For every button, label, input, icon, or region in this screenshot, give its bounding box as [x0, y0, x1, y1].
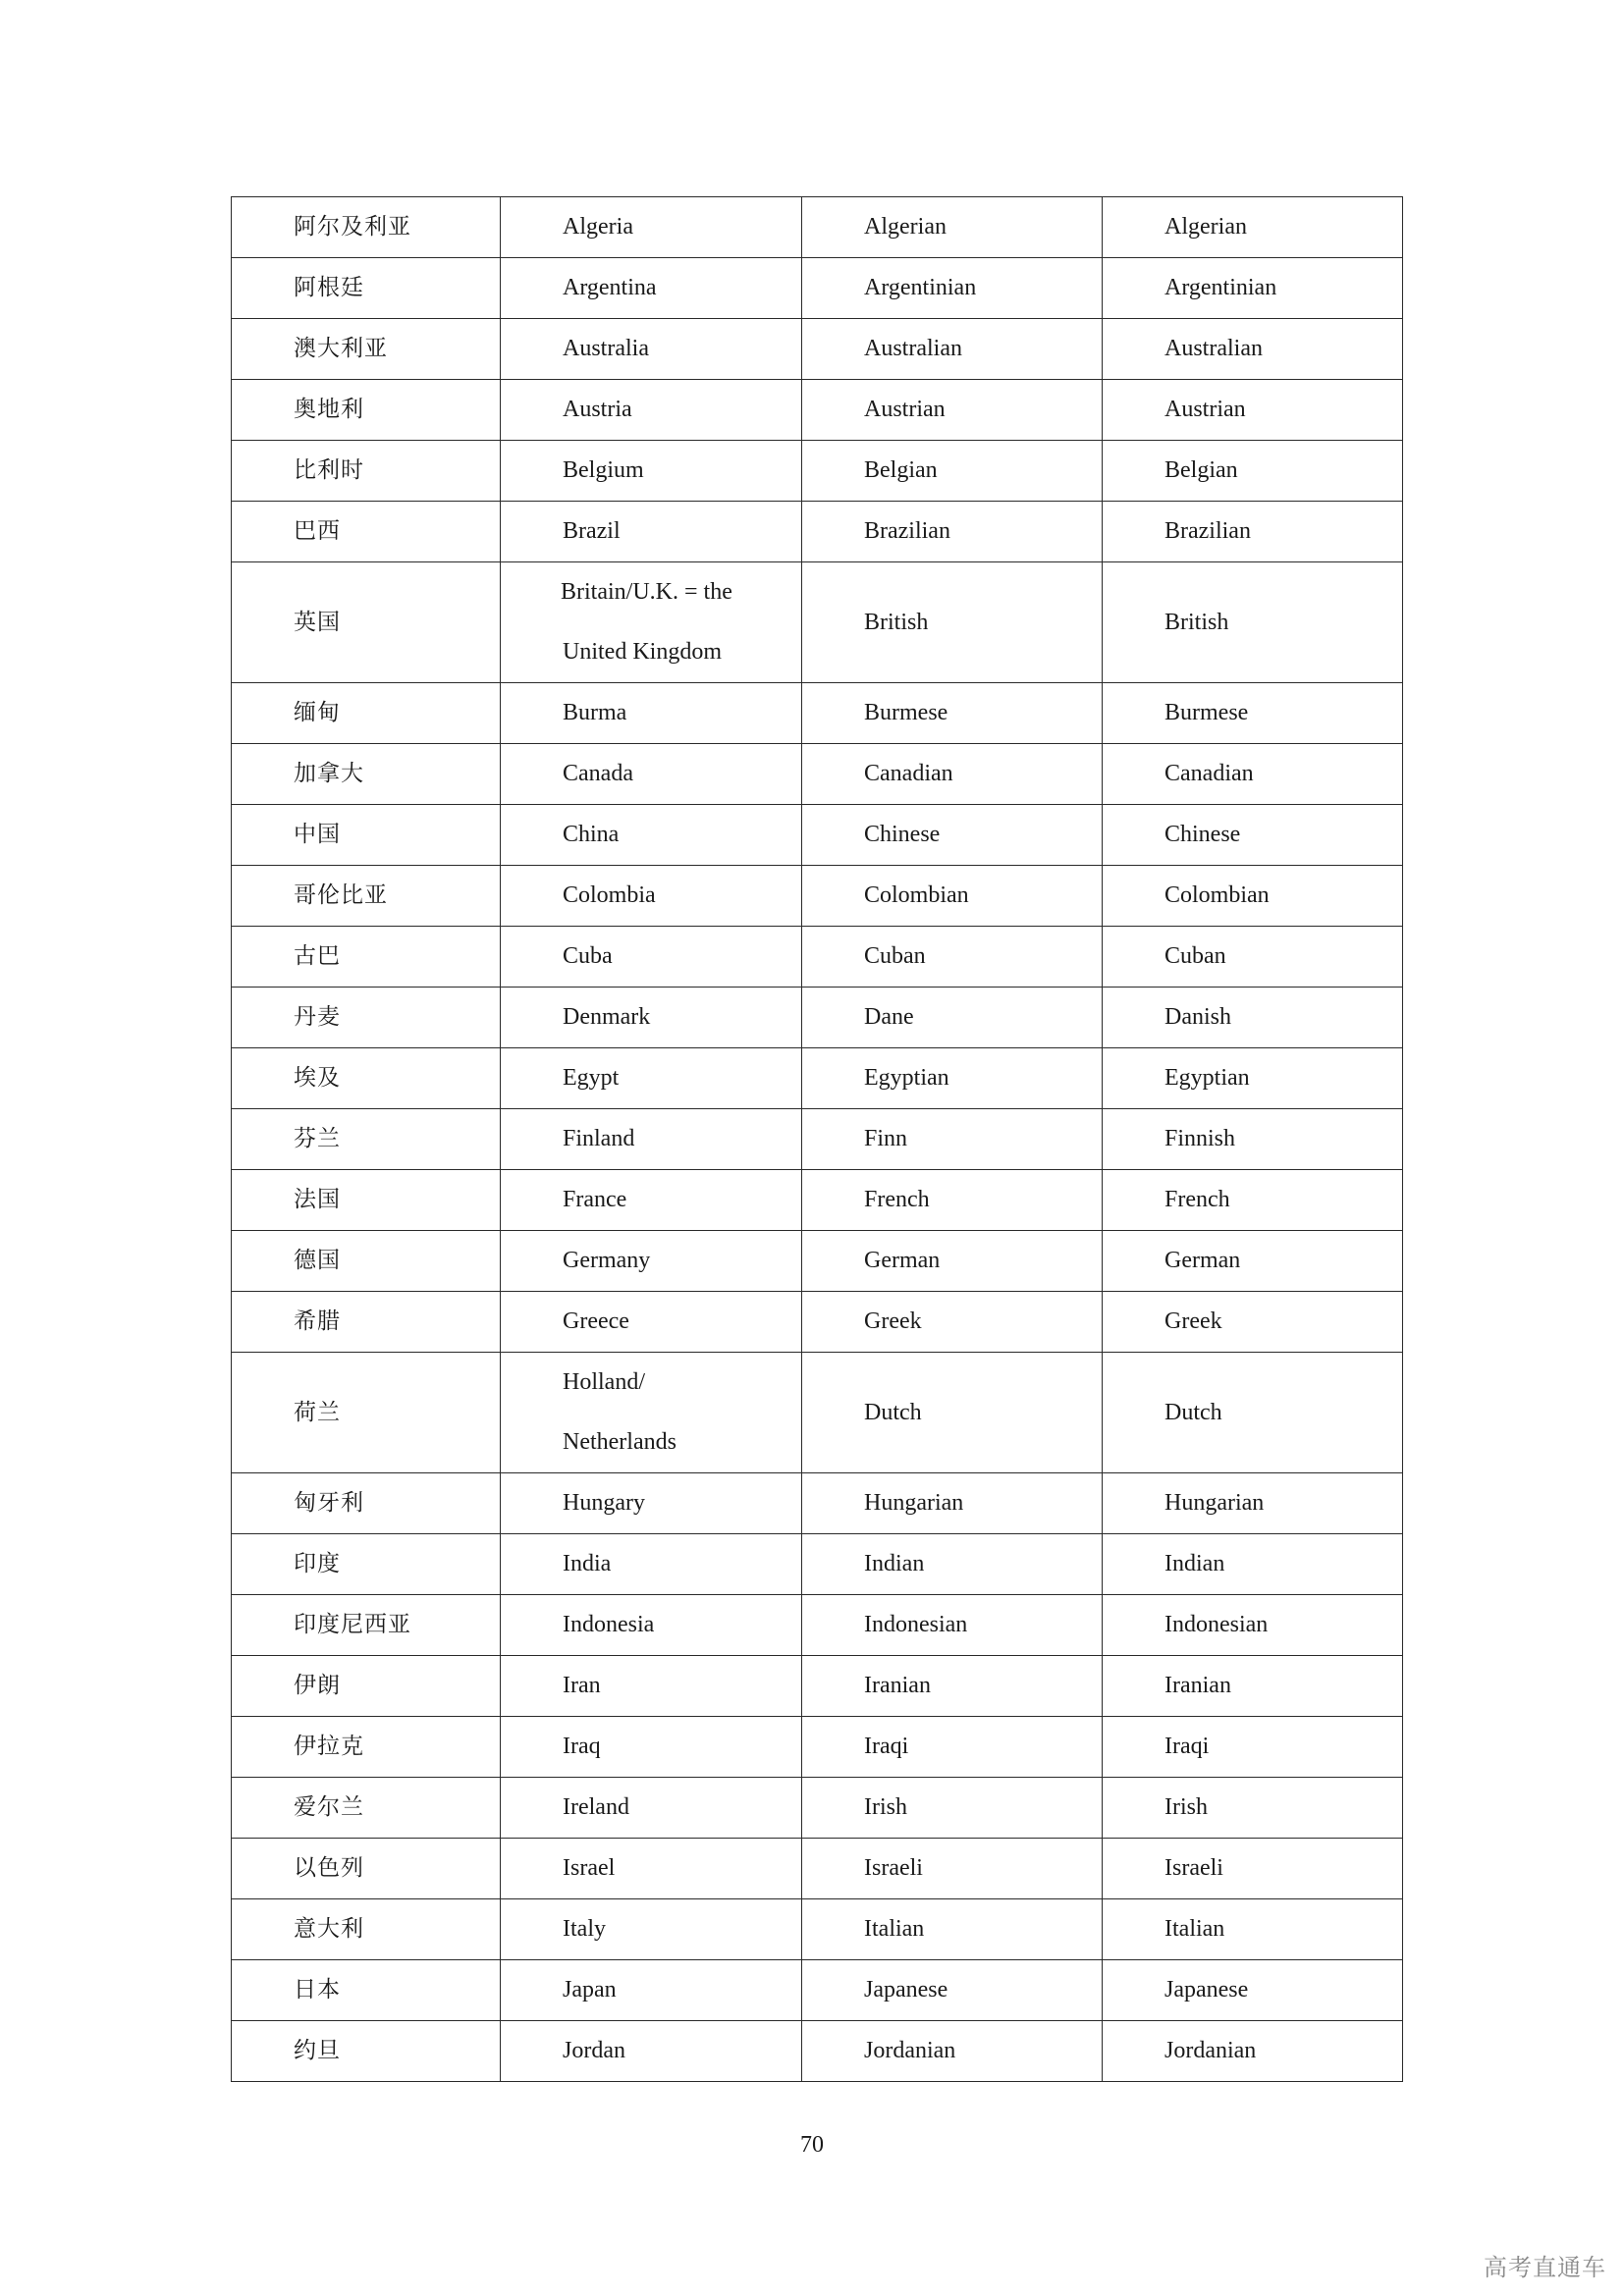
- chinese-name-cell: 澳大利亚: [232, 319, 501, 380]
- nationality-noun-cell: Dane: [802, 988, 1103, 1048]
- chinese-name-cell: 以色列: [232, 1839, 501, 1899]
- table-row: [232, 319, 1403, 380]
- nationality-noun-cell: Indian: [802, 1534, 1103, 1595]
- nationality-noun-cell: Dutch: [802, 1353, 1103, 1473]
- table-row: [232, 258, 1403, 319]
- nationality-noun-cell: Colombian: [802, 866, 1103, 927]
- country-name-cell: Israel: [501, 1839, 802, 1899]
- nationality-noun-cell: Cuban: [802, 927, 1103, 988]
- table-row: [232, 1656, 1403, 1717]
- nationality-noun-cell: Burmese: [802, 683, 1103, 744]
- chinese-name-cell: 埃及: [232, 1048, 501, 1109]
- chinese-name-cell: 荷兰: [232, 1353, 501, 1473]
- nationality-noun-cell: Iraqi: [802, 1717, 1103, 1778]
- chinese-name-cell: 缅甸: [232, 683, 501, 744]
- table-row: [232, 805, 1403, 866]
- table-row: [232, 1048, 1403, 1109]
- nationality-noun-cell: Indonesian: [802, 1595, 1103, 1656]
- nationality-noun-cell: German: [802, 1231, 1103, 1292]
- chinese-name-cell: 芬兰: [232, 1109, 501, 1170]
- chinese-name-cell: 比利时: [232, 441, 501, 502]
- nationality-adjective-cell: Japanese: [1103, 1960, 1403, 2021]
- nationality-adjective-cell: Dutch: [1103, 1353, 1403, 1473]
- chinese-name-cell: 阿根廷: [232, 258, 501, 319]
- nationality-noun-cell: Irish: [802, 1778, 1103, 1839]
- table-row: [232, 683, 1403, 744]
- country-name-line: Britain/U.K. = the: [561, 579, 732, 605]
- country-name-cell: Ireland: [501, 1778, 802, 1839]
- country-name-line: United Kingdom: [563, 639, 722, 665]
- nationality-adjective-cell: Israeli: [1103, 1839, 1403, 1899]
- table-row: [232, 1717, 1403, 1778]
- table-row: [232, 1170, 1403, 1231]
- nationality-adjective-cell: Iranian: [1103, 1656, 1403, 1717]
- nationality-noun-cell: Israeli: [802, 1839, 1103, 1899]
- nationality-noun-cell: Japanese: [802, 1960, 1103, 2021]
- country-name-cell: [501, 562, 802, 683]
- chinese-name-cell: 奥地利: [232, 380, 501, 441]
- country-name-cell: Cuba: [501, 927, 802, 988]
- chinese-name-cell: 法国: [232, 1170, 501, 1231]
- nationality-adjective-cell: Burmese: [1103, 683, 1403, 744]
- nationality-adjective-cell: Chinese: [1103, 805, 1403, 866]
- country-name-cell: Australia: [501, 319, 802, 380]
- nationality-noun-cell: French: [802, 1170, 1103, 1231]
- table-row: [232, 1473, 1403, 1534]
- nationality-adjective-cell: Cuban: [1103, 927, 1403, 988]
- country-name-cell: Burma: [501, 683, 802, 744]
- nationality-adjective-cell: Belgian: [1103, 441, 1403, 502]
- nationality-noun-cell: Hungarian: [802, 1473, 1103, 1534]
- country-name-cell: Finland: [501, 1109, 802, 1170]
- chinese-name-cell: 约旦: [232, 2021, 501, 2082]
- country-name-cell: Denmark: [501, 988, 802, 1048]
- country-name-line: Holland/: [563, 1369, 645, 1395]
- chinese-name-cell: 意大利: [232, 1899, 501, 1960]
- country-name-cell: Argentina: [501, 258, 802, 319]
- nationality-noun-cell: British: [802, 562, 1103, 683]
- country-name-line: Netherlands: [563, 1429, 677, 1455]
- nationality-adjective-cell: Finnish: [1103, 1109, 1403, 1170]
- nationality-noun-cell: Finn: [802, 1109, 1103, 1170]
- chinese-name-cell: 德国: [232, 1231, 501, 1292]
- chinese-name-cell: 伊朗: [232, 1656, 501, 1717]
- nationality-adjective-cell: Hungarian: [1103, 1473, 1403, 1534]
- nationality-adjective-cell: Algerian: [1103, 197, 1403, 258]
- country-name-cell: France: [501, 1170, 802, 1231]
- nationality-adjective-cell: German: [1103, 1231, 1403, 1292]
- country-name-cell: Egypt: [501, 1048, 802, 1109]
- nationality-adjective-cell: Canadian: [1103, 744, 1403, 805]
- table-row: [232, 744, 1403, 805]
- nationality-adjective-cell: Greek: [1103, 1292, 1403, 1353]
- nationality-table-body: [232, 197, 1403, 2082]
- chinese-name-cell: 希腊: [232, 1292, 501, 1353]
- country-name-cell: Canada: [501, 744, 802, 805]
- table-row: [232, 1778, 1403, 1839]
- nationality-adjective-cell: Iraqi: [1103, 1717, 1403, 1778]
- nationality-adjective-cell: Indonesian: [1103, 1595, 1403, 1656]
- chinese-name-cell: 爱尔兰: [232, 1778, 501, 1839]
- chinese-name-cell: 伊拉克: [232, 1717, 501, 1778]
- country-name-cell: Germany: [501, 1231, 802, 1292]
- nationality-noun-cell: Italian: [802, 1899, 1103, 1960]
- country-name-cell: [501, 1353, 802, 1473]
- page-number: 70: [800, 2132, 824, 2158]
- table-row: [232, 1353, 1403, 1473]
- nationality-noun-cell: Brazilian: [802, 502, 1103, 562]
- country-name-cell: India: [501, 1534, 802, 1595]
- nationality-noun-cell: Chinese: [802, 805, 1103, 866]
- table-row: [232, 197, 1403, 258]
- table-row: [232, 1109, 1403, 1170]
- country-name-cell: Greece: [501, 1292, 802, 1353]
- table-row: [232, 2021, 1403, 2082]
- table-row: [232, 1899, 1403, 1960]
- country-name-cell: Jordan: [501, 2021, 802, 2082]
- chinese-name-cell: 加拿大: [232, 744, 501, 805]
- nationality-table: [231, 196, 1403, 2082]
- table-row: [232, 562, 1403, 683]
- nationality-adjective-cell: Irish: [1103, 1778, 1403, 1839]
- nationality-adjective-cell: Danish: [1103, 988, 1403, 1048]
- nationality-adjective-cell: Argentinian: [1103, 258, 1403, 319]
- chinese-name-cell: 丹麦: [232, 988, 501, 1048]
- nationality-adjective-cell: Austrian: [1103, 380, 1403, 441]
- table-row: [232, 1839, 1403, 1899]
- nationality-adjective-cell: Egyptian: [1103, 1048, 1403, 1109]
- nationality-noun-cell: Algerian: [802, 197, 1103, 258]
- table-row: [232, 1960, 1403, 2021]
- country-name-cell: Algeria: [501, 197, 802, 258]
- country-name-cell: Iran: [501, 1656, 802, 1717]
- table-row: [232, 1292, 1403, 1353]
- chinese-name-cell: 日本: [232, 1960, 501, 2021]
- nationality-noun-cell: Iranian: [802, 1656, 1103, 1717]
- nationality-noun-cell: Greek: [802, 1292, 1103, 1353]
- country-name-cell: Belgium: [501, 441, 802, 502]
- country-name-cell: Indonesia: [501, 1595, 802, 1656]
- table-row: [232, 988, 1403, 1048]
- nationality-noun-cell: Australian: [802, 319, 1103, 380]
- watermark-text: 高考直通车: [1484, 2254, 1606, 2281]
- chinese-name-cell: 古巴: [232, 927, 501, 988]
- table-row: [232, 1534, 1403, 1595]
- nationality-adjective-cell: French: [1103, 1170, 1403, 1231]
- country-name-cell: Italy: [501, 1899, 802, 1960]
- nationality-adjective-cell: Italian: [1103, 1899, 1403, 1960]
- country-name-cell: China: [501, 805, 802, 866]
- nationality-noun-cell: Jordanian: [802, 2021, 1103, 2082]
- nationality-adjective-cell: Colombian: [1103, 866, 1403, 927]
- country-name-cell: Colombia: [501, 866, 802, 927]
- nationality-noun-cell: Austrian: [802, 380, 1103, 441]
- nationality-adjective-cell: Jordanian: [1103, 2021, 1403, 2082]
- nationality-adjective-cell: Indian: [1103, 1534, 1403, 1595]
- chinese-name-cell: 英国: [232, 562, 501, 683]
- country-name-cell: Brazil: [501, 502, 802, 562]
- table-row: [232, 866, 1403, 927]
- country-name-cell: Japan: [501, 1960, 802, 2021]
- nationality-adjective-cell: British: [1103, 562, 1403, 683]
- table-row: [232, 927, 1403, 988]
- table-row: [232, 1595, 1403, 1656]
- chinese-name-cell: 阿尔及利亚: [232, 197, 501, 258]
- chinese-name-cell: 巴西: [232, 502, 501, 562]
- nationality-noun-cell: Egyptian: [802, 1048, 1103, 1109]
- nationality-adjective-cell: Brazilian: [1103, 502, 1403, 562]
- chinese-name-cell: 印度尼西亚: [232, 1595, 501, 1656]
- table-row: [232, 502, 1403, 562]
- country-name-cell: Hungary: [501, 1473, 802, 1534]
- nationality-adjective-cell: Australian: [1103, 319, 1403, 380]
- country-name-cell: Iraq: [501, 1717, 802, 1778]
- table-row: [232, 441, 1403, 502]
- country-name-cell: Austria: [501, 380, 802, 441]
- nationality-noun-cell: Belgian: [802, 441, 1103, 502]
- chinese-name-cell: 匈牙利: [232, 1473, 501, 1534]
- nationality-noun-cell: Canadian: [802, 744, 1103, 805]
- chinese-name-cell: 中国: [232, 805, 501, 866]
- table-row: [232, 1231, 1403, 1292]
- table-row: [232, 380, 1403, 441]
- nationality-noun-cell: Argentinian: [802, 258, 1103, 319]
- chinese-name-cell: 哥伦比亚: [232, 866, 501, 927]
- chinese-name-cell: 印度: [232, 1534, 501, 1595]
